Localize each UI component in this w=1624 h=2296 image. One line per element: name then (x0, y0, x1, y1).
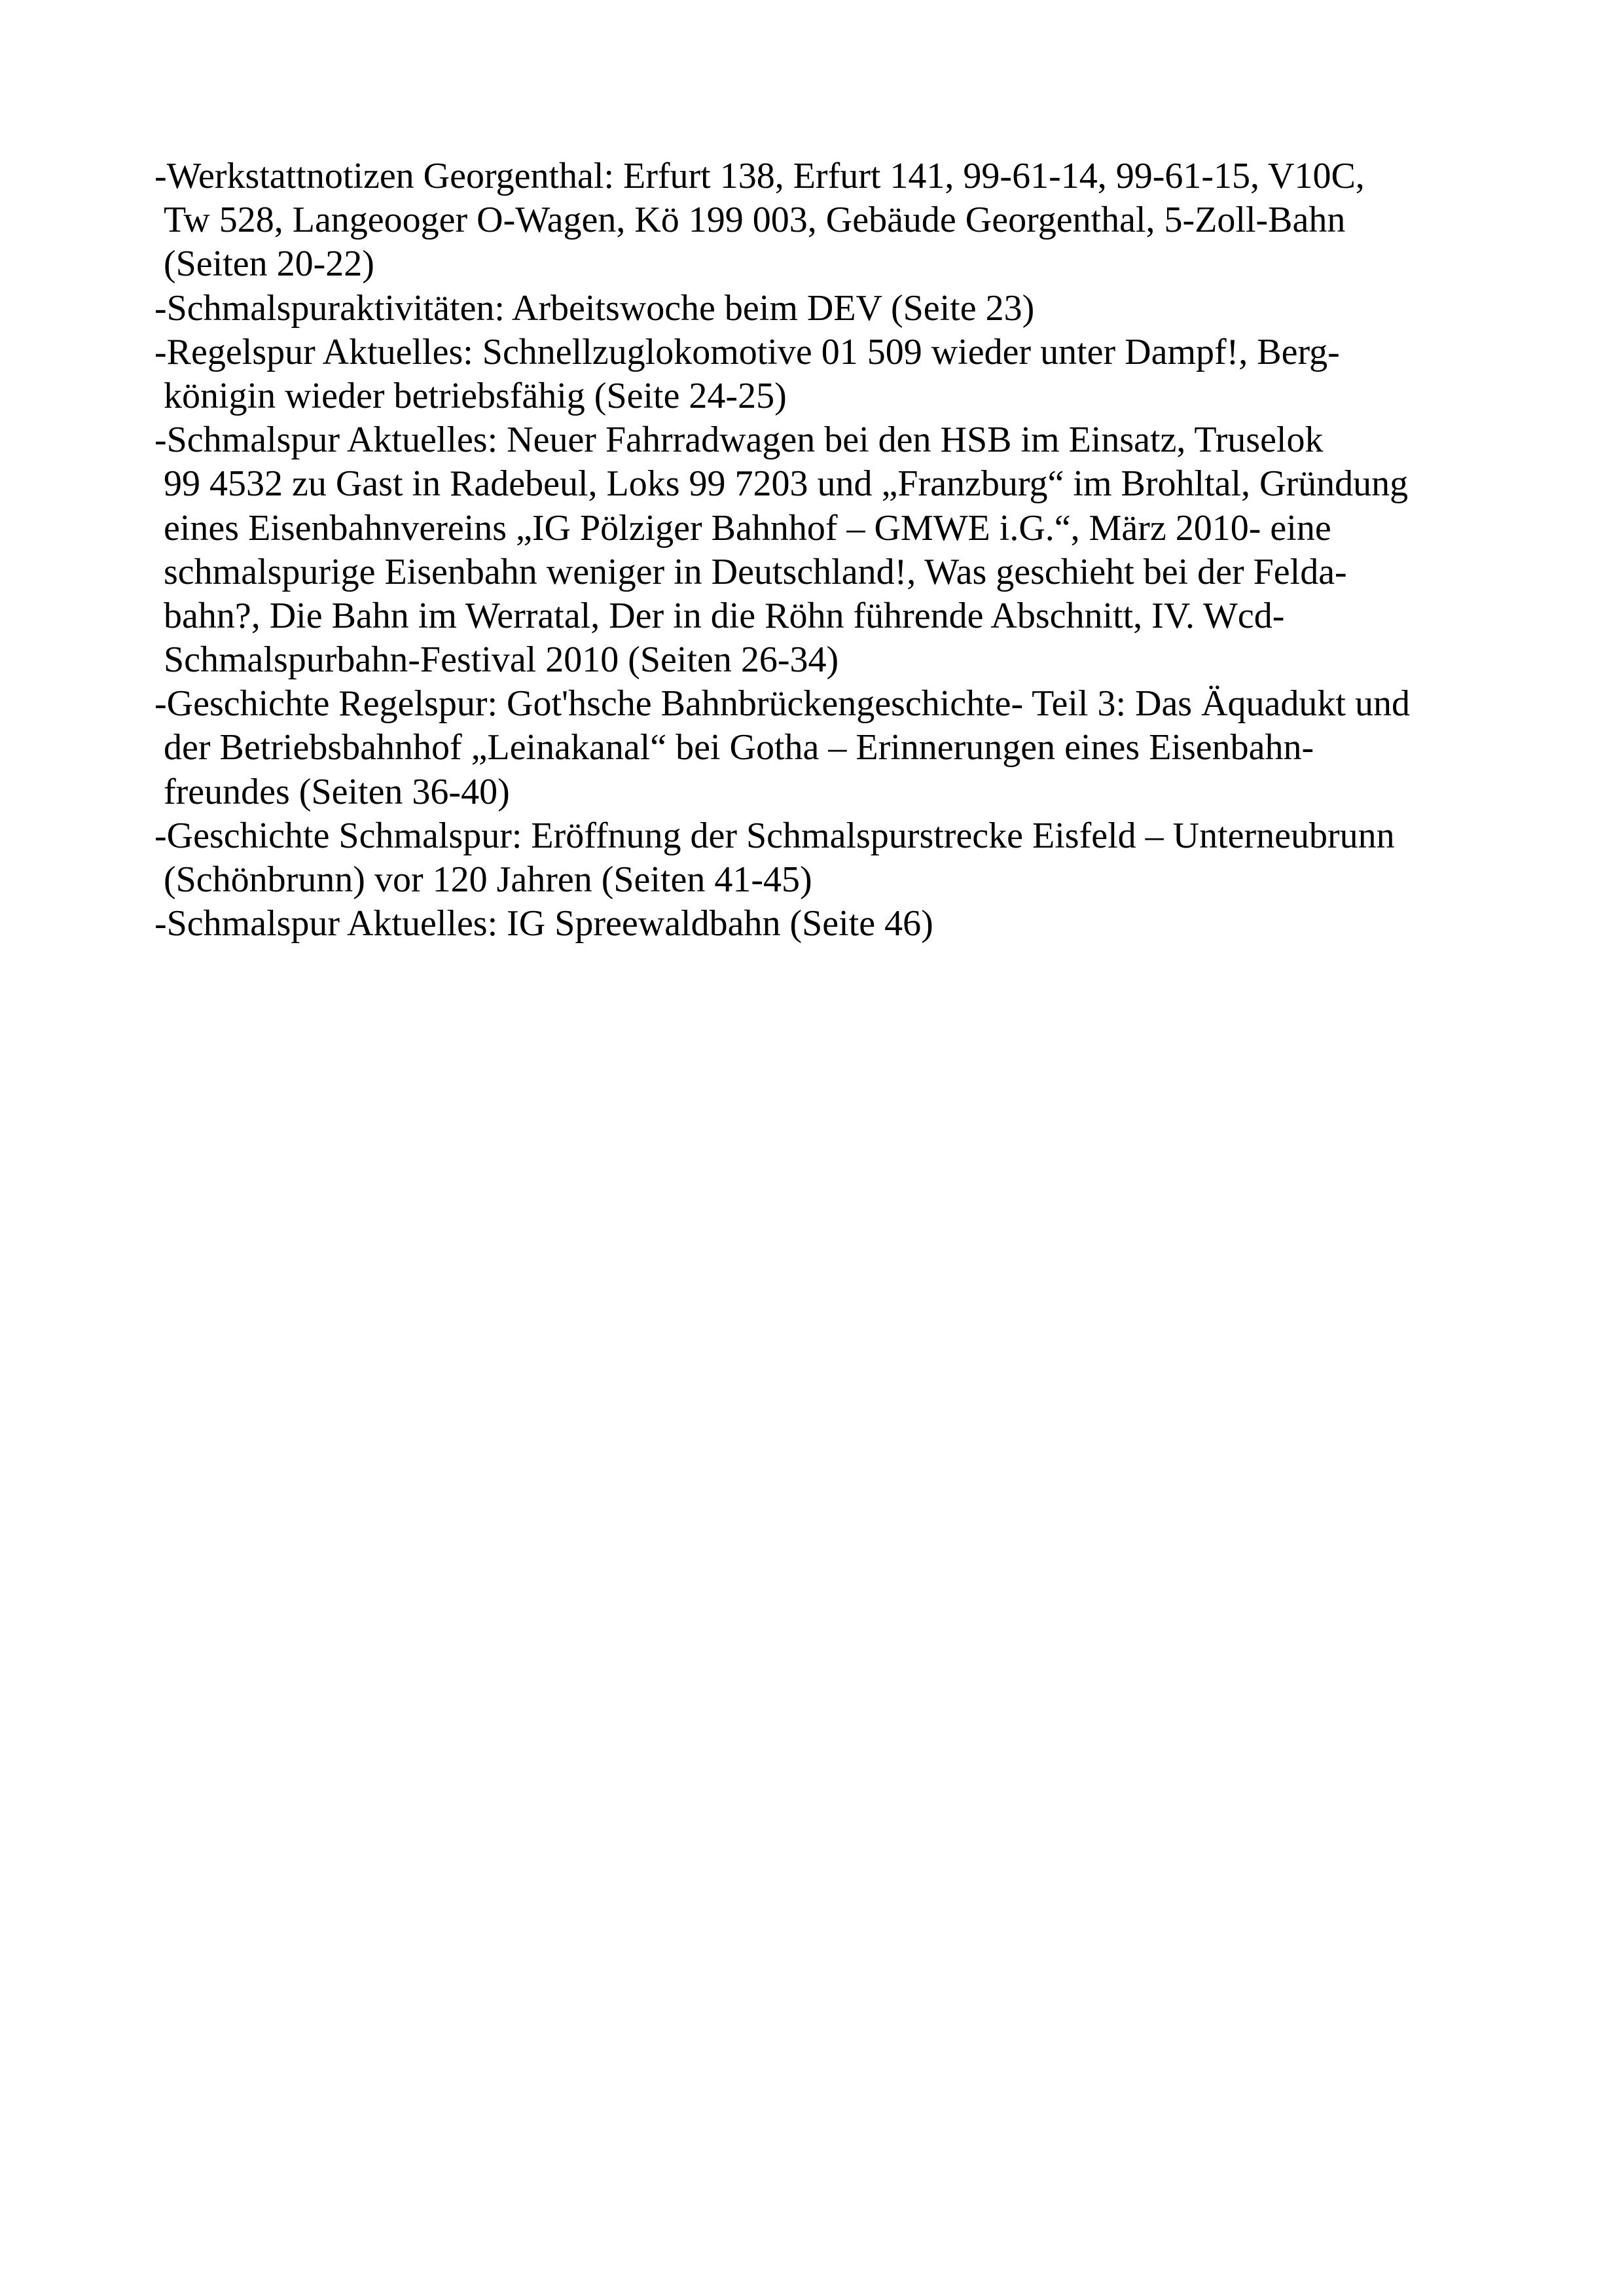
toc-entry-line: königin wieder betriebsfähig (Seite 24-25) (164, 375, 787, 416)
toc-entry-geschichte-schmalspur (154, 814, 1529, 902)
toc-entry-ig-spreewaldbahn (154, 902, 1529, 946)
toc-entry-line: -Schmalspur Aktuelles: Neuer Fahrradwagen bei den HSB im Einsatz, Truselok (154, 420, 1324, 461)
table-of-contents (154, 154, 1529, 946)
toc-entry-line: Schmalspurbahn-Festival 2010 (Seiten 26-34) (164, 639, 839, 681)
toc-entry-line: -Schmalspur Aktuelles: IG Spreewaldbahn (Seite 46) (154, 903, 933, 944)
toc-entry-geschichte-regelspur (154, 682, 1529, 814)
toc-entry-line: schmalspurige Eisenbahn weniger in Deutschland!, Was geschieht bei der Felda- (164, 551, 1347, 592)
toc-entry-schmalspur-aktuelles (154, 418, 1529, 682)
toc-entry-line: bahn?, Die Bahn im Werratal, Der in die Röhn führende Abschnitt, IV. Wcd- (164, 595, 1285, 636)
toc-entry-line: (Schönbrunn) vor 120 Jahren (Seiten 41-45) (164, 859, 812, 900)
toc-entry-line: eines Eisenbahnvereins „IG Pölziger Bahnhof – GMWE i.G.“, März 2010- eine (164, 507, 1331, 548)
toc-entry-line: Tw 528, Langeooger O-Wagen, Kö 199 003, Gebäude Georgenthal, 5-Zoll-Bahn (164, 200, 1346, 241)
toc-entry-line: -Geschichte Schmalspur: Eröffnung der Schmalspurstrecke Eisfeld – Unterneubrunn (154, 815, 1395, 856)
toc-entry-line: -Schmalspuraktivitäten: Arbeitswoche beim DEV (Seite 23) (154, 287, 1035, 329)
toc-entry-regelspur-aktuelles (154, 331, 1529, 418)
toc-entry-line: (Seiten 20-22) (164, 243, 374, 285)
toc-entry-line: -Regelspur Aktuelles: Schnellzuglokomotive 01 509 wieder unter Dampf!, Berg- (154, 331, 1340, 372)
toc-entry-line: -Geschichte Regelspur: Got'hsche Bahnbrückengeschichte- Teil 3: Das Äquadukt und (154, 683, 1410, 725)
toc-entry-werkstattnotizen (154, 154, 1529, 287)
toc-entry-line: der Betriebsbahnhof „Leinakanal“ bei Gotha – Erinnerungen eines Eisenbahn- (164, 727, 1314, 768)
toc-entry-line: freundes (Seiten 36-40) (164, 771, 510, 812)
toc-entry-line: -Werkstattnotizen Georgenthal: Erfurt 138, Erfurt 141, 99-61-14, 99-61-15, V10C, (154, 156, 1365, 196)
toc-entry-line: 99 4532 zu Gast in Radebeul, Loks 99 7203 und „Franzburg“ im Brohltal, Gründung (164, 463, 1409, 505)
toc-entry-schmalspuraktivitaeten (154, 287, 1529, 331)
